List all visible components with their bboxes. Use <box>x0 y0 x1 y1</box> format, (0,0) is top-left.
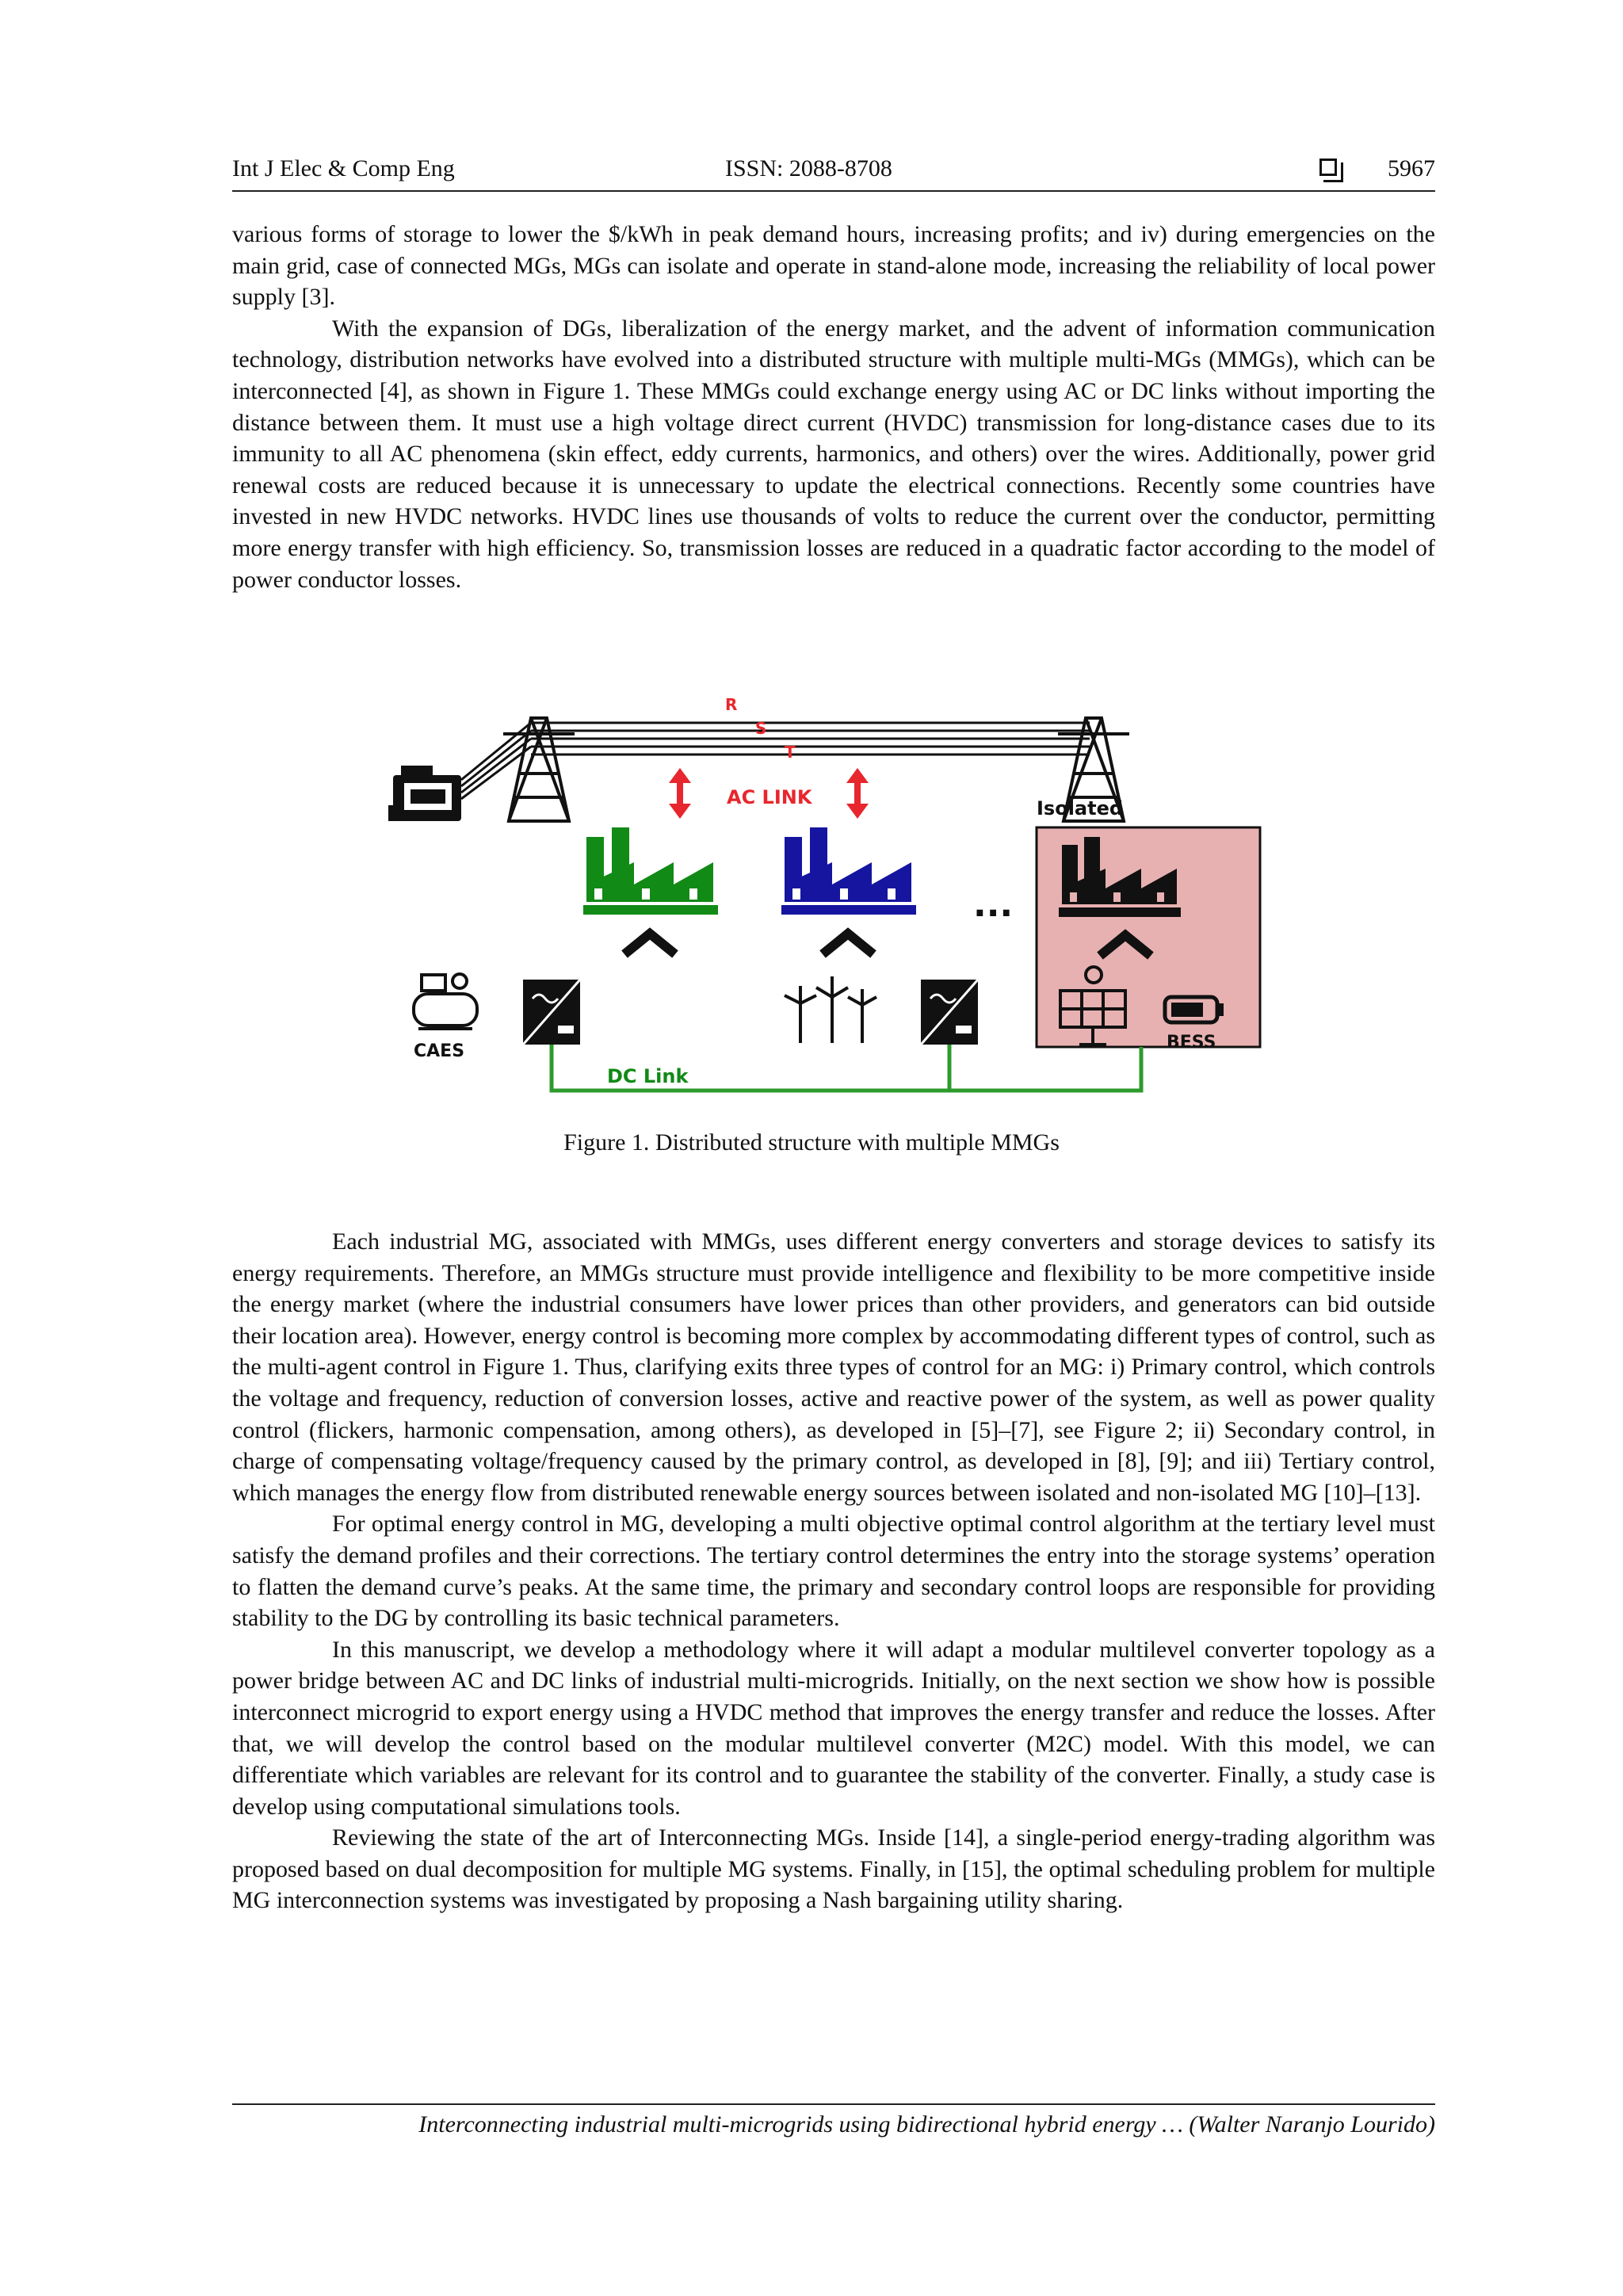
body-text-bottom <box>232 1226 1435 1916</box>
bess-label: BESS <box>1167 1033 1216 1052</box>
footer-text: Interconnecting industrial multi-microgrids using bidirectional hybrid energy … (Walter Naranjo Lourido) <box>418 2111 1435 2137</box>
page-number: 5967 <box>1388 155 1435 181</box>
ac-link-label: AC LINK <box>727 786 812 808</box>
compressor-icon <box>414 974 477 1029</box>
issn: ISSN: 2088-8708 <box>725 155 892 181</box>
up-chevron-icon <box>823 934 873 954</box>
converter-icon <box>523 980 580 1045</box>
paragraph: For optimal energy control in MG, developing a multi objective optimal control algorithm at the tertiary level must satisfy the demand profiles and their corrections. The tertiary control determines the entry into the storage systems’ operation to flatten the demand curve’s peaks. At the same time, the primary and secondary control loops are responsible for providing stability to the DG by controlling its basic technical parameters. <box>232 1511 1435 1632</box>
paragraph: Each industrial MG, associated with MMGs, uses different energy converters and storage devices to satisfy its energy requirements. Therefore, an MMGs structure must provide intelligence and flexibility to be more competitive inside the energy market (where the industrial consumers have lower prices than other providers, and generators can bid outside their location area). However, energy control is becoming more complex by accommodating different types of control, such as the multi-agent control in Figure 1. Thus, clarifying exits three types of control for an MG: i) Primary control, which controls the voltage and frequency, reduction of conversion losses, active and reactive power of the system, as well as power quality control (flickers, harmonic compensation, among others), as developed in [5]–[7], see Figure 2; ii) Secondary control, in charge of compensating voltage/frequency caused by the primary control, as developed in [8], [9]; and iii) Tertiary control, which manages the energy flow from distributed renewable energy sources between isolated and non-isolated MG [10]–[13]. <box>232 1228 1435 1506</box>
running-footer <box>232 2103 1435 2138</box>
bidirectional-arrow-icon <box>846 768 869 819</box>
isolated-label: Isolated <box>1037 797 1124 819</box>
bidirectional-arrow-icon <box>669 768 691 819</box>
dc-link-label: DC Link <box>607 1065 689 1087</box>
generator-icon <box>388 766 461 821</box>
running-header <box>232 155 1435 192</box>
up-chevron-icon <box>624 934 675 954</box>
mmg-diagram <box>372 686 1284 1102</box>
ellipsis-label: ... <box>973 884 1014 925</box>
square-bullet-icon <box>1319 159 1337 176</box>
journal-name: Int J Elec & Comp Eng <box>232 155 455 181</box>
paragraph: various forms of storage to lower the $/kWh in peak demand hours, increasing profits; and iv) during emergencies on the main grid, case of connected MGs, MGs can isolate and operate in stand-alone mode, increasing the reliability of local power supply [3]. <box>232 221 1435 311</box>
factory-icon <box>781 827 916 915</box>
caes-label: CAES <box>414 1041 465 1061</box>
wind-turbine-icon <box>785 976 876 1043</box>
paragraph: With the expansion of DGs, liberalization of the energy market, and the advent of information communication technology, distribution networks have evolved into a distributed structure with multiple multi-MGs (MMGs), which can be interconnected [4], as shown in Figure 1. These MMGs could exchange energy using AC or DC links without importing the distance between them. It must use a high voltage direct current (HVDC) transmission for long-distance cases due to its immunity to all AC phenomena (skin effect, eddy currents, harmonics, and others) over the wires. Additionally, power grid renewal costs are reduced because it is unnecessary to update the electrical connections. Recently some countries have invested in new HVDC networks. HVDC lines use thousands of volts to reduce the current over the conductor, permitting more energy transfer with high efficiency. So, transmission losses are reduced in a quadratic factor according to the model of power conductor losses. <box>232 315 1435 593</box>
transmission-tower-icon <box>503 718 575 821</box>
figure-1 <box>372 686 1284 1102</box>
converter-icon <box>921 980 978 1045</box>
paragraph: Reviewing the state of the art of Interconnecting MGs. Inside [14], a single-period energy-trading algorithm was proposed based on dual decomposition for multiple MG systems. Finally, in [15], the optimal scheduling problem for multiple MG interconnection systems was investigated by proposing a Nash bargaining utility sharing. <box>232 1824 1435 1914</box>
paragraph: In this manuscript, we develop a methodology where it will adapt a modular multilevel converter topology as a power bridge between AC and DC links of industrial multi-microgrids. Initially, on the next section we show how is possible interconnect microgrid to export energy using a HVDC method that improves the energy transfer and reduce the losses. After that, we will develop the control based on the modular multilevel converter (M2C) model. With this model, we can differentiate which variables are relevant for its control and to guarantee the stability of the converter. Finally, a study case is develop using computational simulations tools. <box>232 1636 1435 1820</box>
phase-t-label: T <box>785 743 796 762</box>
figure-caption: Figure 1. Distributed structure with multiple MMGs <box>563 1129 1060 1156</box>
factory-icon <box>583 827 718 915</box>
body-text-top <box>232 219 1435 595</box>
phase-r-label: R <box>725 695 738 714</box>
phase-s-label: S <box>755 719 767 738</box>
